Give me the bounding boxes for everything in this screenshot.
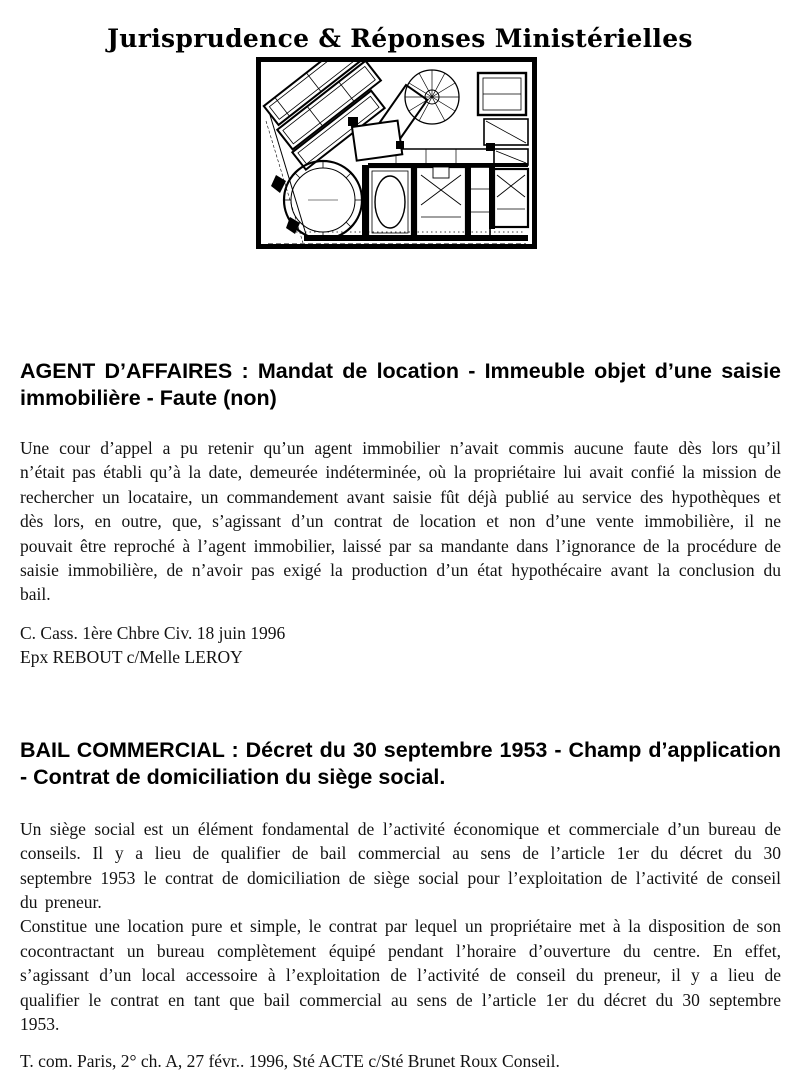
section-2-paragraph-2: Constitue une location pure et simple, le contrat par lequel un propriétaire met à la disposition de son cocontractant un bureau complètement équipé pendant l’horaire d’ouverture du centre. En effet, s’agissant d’un local accessoire à l’exploitation de l’activité de conseil du preneur, il y a lieu de qualifier le contrat en tant que bail commercial au sens de l’article 1er du décret du 30 septembre 1953. [20, 916, 781, 1035]
section-1-paragraph: Une cour d’appel a pu retenir qu’un agent immobilier n’avait commis aucune faute dès lors qu’il n’était pas établi qu’à la date, demeurée indéterminée, où la propriétaire lui avait confié la mission de rechercher un locataire, un commandement avant saisie fût déjà publié au service des hypothèques et dès lors, en outre, que, s’agissant d’un contrat de location et non d’une vente immobilière, il ne pouvait être reproché à l’agent immobilier, laissé par sa mandante dans l’ignorance de la procédure de saisie immobilière, de n’avoir pas exigé la production d’un état hypothécaire avant la conclusion du bail. [20, 438, 781, 605]
document-body [20, 358, 781, 1073]
floor-plan-drawing [256, 57, 537, 249]
citation-parties: Epx REBOUT c/Melle LEROY [20, 646, 243, 667]
section-1-citation-block [20, 621, 781, 669]
section-2-citation-block [20, 1049, 781, 1073]
citation-court: T. com. Paris, 2° ch. A, 27 févr.. 1996, Sté ACTE c/Sté Brunet Roux Conseil. [20, 1050, 560, 1071]
section-2-heading: BAIL COMMERCIAL : Décret du 30 septembre 1953 - Champ d’application - Contrat de domiciliation du siège social. [20, 737, 781, 789]
citation-court: C. Cass. 1ère Chbre Civ. 18 juin 1996 [20, 622, 286, 643]
page-title: Jurisprudence & Réponses Ministérielles [107, 23, 693, 53]
section-2-paragraph-1: Un siège social est un élément fondamental de l’activité économique et commerciale d’un bureau de conseils. Il y a lieu de qualifier de bail commercial au sens de l’article 1er du décret du 30 septembre 1953 le contrat de domiciliation de siège social pour l’exploitation de l’activité de conseil du preneur. [20, 818, 781, 913]
section-1-heading: AGENT D’AFFAIRES : Mandat de location - Immeuble objet d’une saisie immobilière - Faute (non) [20, 359, 781, 410]
floor-plan-image [256, 57, 537, 249]
